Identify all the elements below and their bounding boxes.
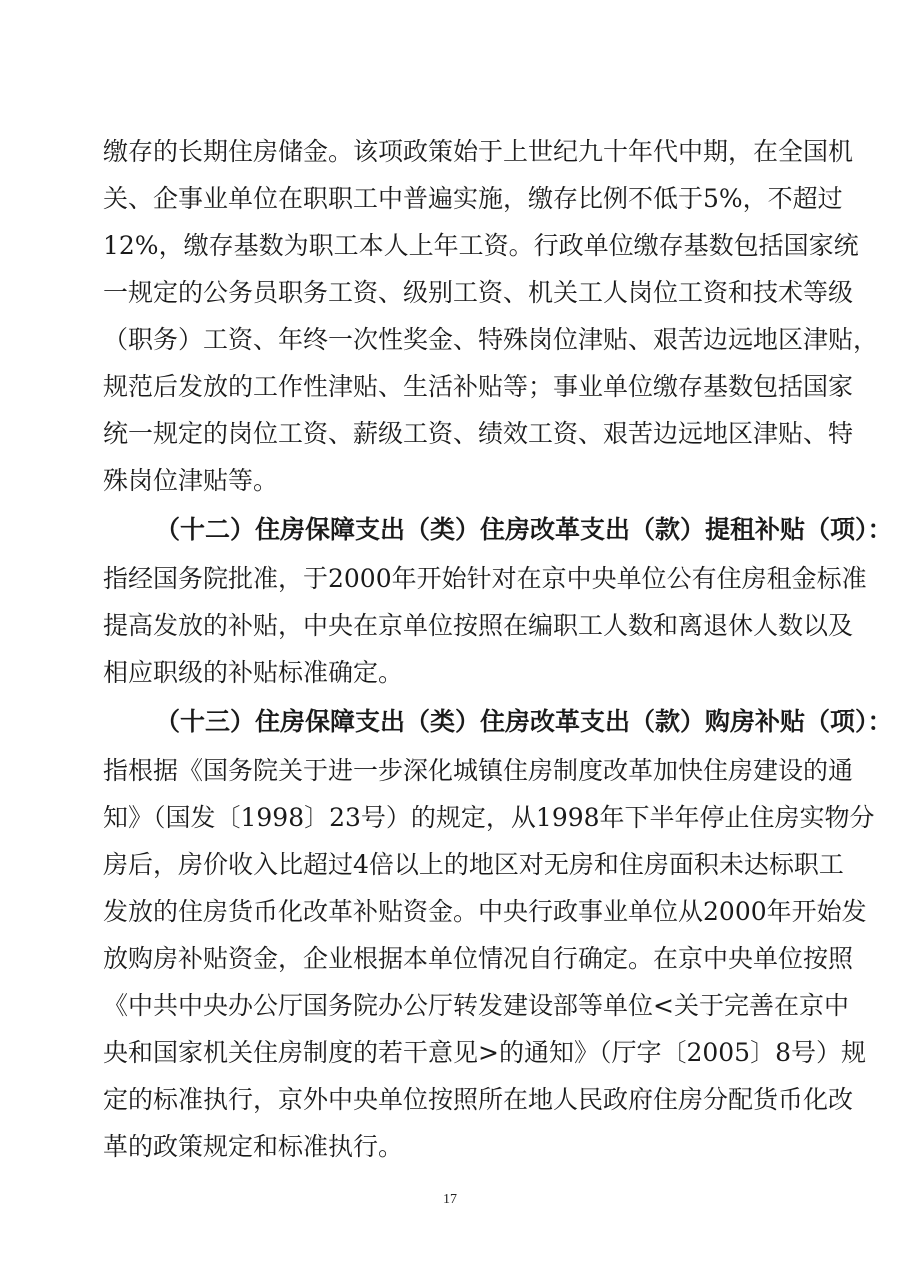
section-13-line-6: 《中共中央办公厅国务院办公厅转发建设部等单位<关于完善在京中 — [103, 991, 849, 1020]
section-13-line-2: 知》（国发〔1998〕23号）的规定，从1998年下半年停止住房实物分 — [103, 803, 875, 832]
section-12-line-1: 指经国务院批准，于2000年开始针对在京中央单位公有住房租金标准 — [103, 564, 867, 593]
paragraph-1-line-4: 一规定的公务员职务工资、级别工资、机关工人岗位工资和技术等级 — [103, 278, 854, 307]
section-13-line-5: 放购房补贴资金，企业根据本单位情况自行确定。在京中央单位按照 — [103, 944, 854, 973]
paragraph-1-line-2: 关、企事业单位在职职工中普遍实施，缴存比例不低于5%，不超过 — [103, 184, 843, 213]
section-12-heading: （十二）住房保障支出（类）住房改革支出（款）提租补贴（项）： — [155, 515, 893, 544]
section-12-line-2: 提高发放的补贴，中央在京单位按照在编职工人数和离退休人数以及 — [103, 611, 854, 640]
section-13-line-7: 央和国家机关住房制度的若干意见>的通知》（厅字〔2005〕8号）规 — [103, 1038, 866, 1067]
paragraph-1-line-6: 规范后发放的工作性津贴、生活补贴等；事业单位缴存基数包括国家 — [103, 372, 854, 401]
section-13-line-3: 房后，房价收入比超过4倍以上的地区对无房和住房面积未达标职工 — [103, 850, 844, 879]
section-13-line-4: 发放的住房货币化改革补贴资金。中央行政事业单位从2000年开始发 — [103, 897, 867, 926]
section-13-line-9: 革的政策规定和标准执行。 — [103, 1132, 404, 1161]
paragraph-1-line-1: 缴存的长期住房储金。该项政策始于上世纪九十年代中期，在全国机 — [103, 137, 854, 166]
paragraph-1-line-8: 殊岗位津贴等。 — [103, 466, 279, 495]
paragraph-1-line-5: （职务）工资、年终一次性奖金、特殊岗位津贴、艰苦边远地区津贴， — [103, 325, 879, 354]
page-number: 17 — [443, 1192, 457, 1207]
section-13-heading: （十三）住房保障支出（类）住房改革支出（款）购房补贴（项）： — [155, 707, 893, 736]
section-12-line-3: 相应职级的补贴标准确定。 — [103, 658, 404, 687]
paragraph-1-line-3: 12%，缴存基数为职工本人上年工资。行政单位缴存基数包括国家统 — [103, 231, 859, 260]
section-13-line-1: 指根据《国务院关于进一步深化城镇住房制度改革加快住房建设的通 — [103, 756, 854, 785]
paragraph-1-line-7: 统一规定的岗位工资、薪级工资、绩效工资、艰苦边远地区津贴、特 — [103, 419, 854, 448]
section-13-line-8: 定的标准执行，京外中央单位按照所在地人民政府住房分配货币化改 — [103, 1085, 854, 1114]
